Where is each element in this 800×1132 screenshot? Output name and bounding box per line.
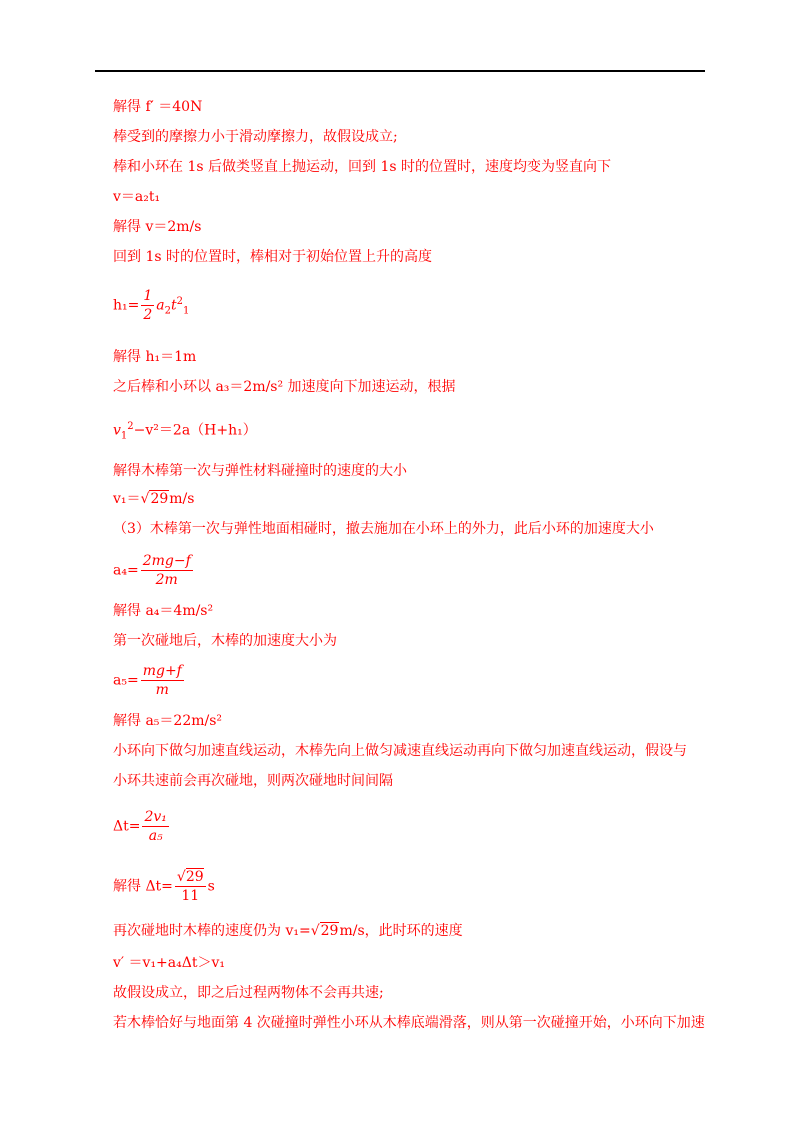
solution-line-13: （3）木棒第一次与弹性地面相碰时，撤去施加在小环上的外力，此后小环的加速度大小 (113, 521, 654, 537)
h1-fraction: $\frac{1}{2}$ (143, 288, 153, 324)
formula-dt: Δt= $\frac{\text{2v₁}}{\text{a₅}}$ (113, 809, 167, 844)
formula-dt-result: 解得 Δt= $\frac{√29}{11}$ s (113, 869, 215, 904)
solution-line-24: 故假设成立，即之后过程两物体不会再共速; (113, 985, 384, 1001)
solution-line-4: v＝a₂t₁ (113, 189, 161, 205)
solution-line-5: 解得 v＝2m/s (113, 219, 202, 235)
formula-h1: h₁= $\frac{1}{2}$ $a_2t^2_1$ (113, 288, 190, 324)
solution-line-22: 再次碰地时木棒的速度仍为 v₁=√29m/s，此时环的速度 (113, 923, 463, 939)
dt-fraction: $\frac{\text{2v₁}}{\text{a₅}}$ (144, 809, 167, 844)
solution-line-18: 解得 a₅＝22m/s² (113, 713, 223, 729)
a4-fraction: $\frac{2mg-f}{2m}$ (142, 553, 191, 588)
solution-line-15: 解得 a₄＝4m/s² (113, 603, 214, 619)
sqrt-symbol: √29 (140, 491, 169, 507)
solution-line-11: 解得木棒第一次与弹性材料碰撞时的速度的大小 (113, 463, 407, 479)
dt2-fraction: $\frac{√29}{11}$ (176, 869, 204, 904)
solution-line-16: 第一次碰地后，木棒的加速度大小为 (113, 633, 337, 649)
solution-line-6: 回到 1s 时的位置时，棒相对于初始位置上升的高度 (113, 249, 432, 265)
solution-line-9: 之后棒和小环以 a₃＝2m/s² 加速度向下加速运动，根据 (113, 379, 456, 395)
sqrt-symbol: √29 (310, 923, 339, 939)
dt2-sqrt: √29 (176, 869, 204, 885)
solution-line-19: 小环向下做匀加速直线运动，木棒先向上做匀减速直线运动再向下做匀加速直线运动，假设与 (113, 743, 687, 759)
formula-v1: v₁＝√29m/s (113, 491, 195, 507)
solution-line-23: v′ ＝v₁+a₄Δt＞v₁ (113, 955, 226, 971)
solution-line-20: 小环共速前会再次碰地，则两次碰地时间间隔 (113, 773, 393, 789)
h1-label: h₁= (113, 297, 140, 314)
solution-line-8: 解得 h₁＝1m (113, 349, 197, 365)
formula-a5: a₅= $\frac{mg+f}{m}$ (113, 663, 182, 698)
solution-line-2: 棒受到的摩擦力小于滑动摩擦力，故假设成立; (113, 129, 398, 145)
solution-line-3: 棒和小环在 1s 后做类竖直上抛运动，回到 1s 时的位置时，速度均变为竖直向下 (113, 159, 611, 175)
solution-line-25: 若木棒恰好与地面第 4 次碰撞时弹性小环从木棒底端滑落，则从第一次碰撞开始，小环向下加速 (113, 1015, 705, 1031)
a5-fraction: $\frac{mg+f}{m}$ (142, 663, 182, 698)
solution-line-1: 解得 f′ ＝40N (113, 99, 203, 115)
formula-v1-squared: $v_1^2-v^2=2a(H+h_1)$ (113, 421, 257, 442)
formula-a4: a₄= $\frac{2mg-f}{2m}$ (113, 553, 191, 588)
header-rule (95, 70, 705, 72)
